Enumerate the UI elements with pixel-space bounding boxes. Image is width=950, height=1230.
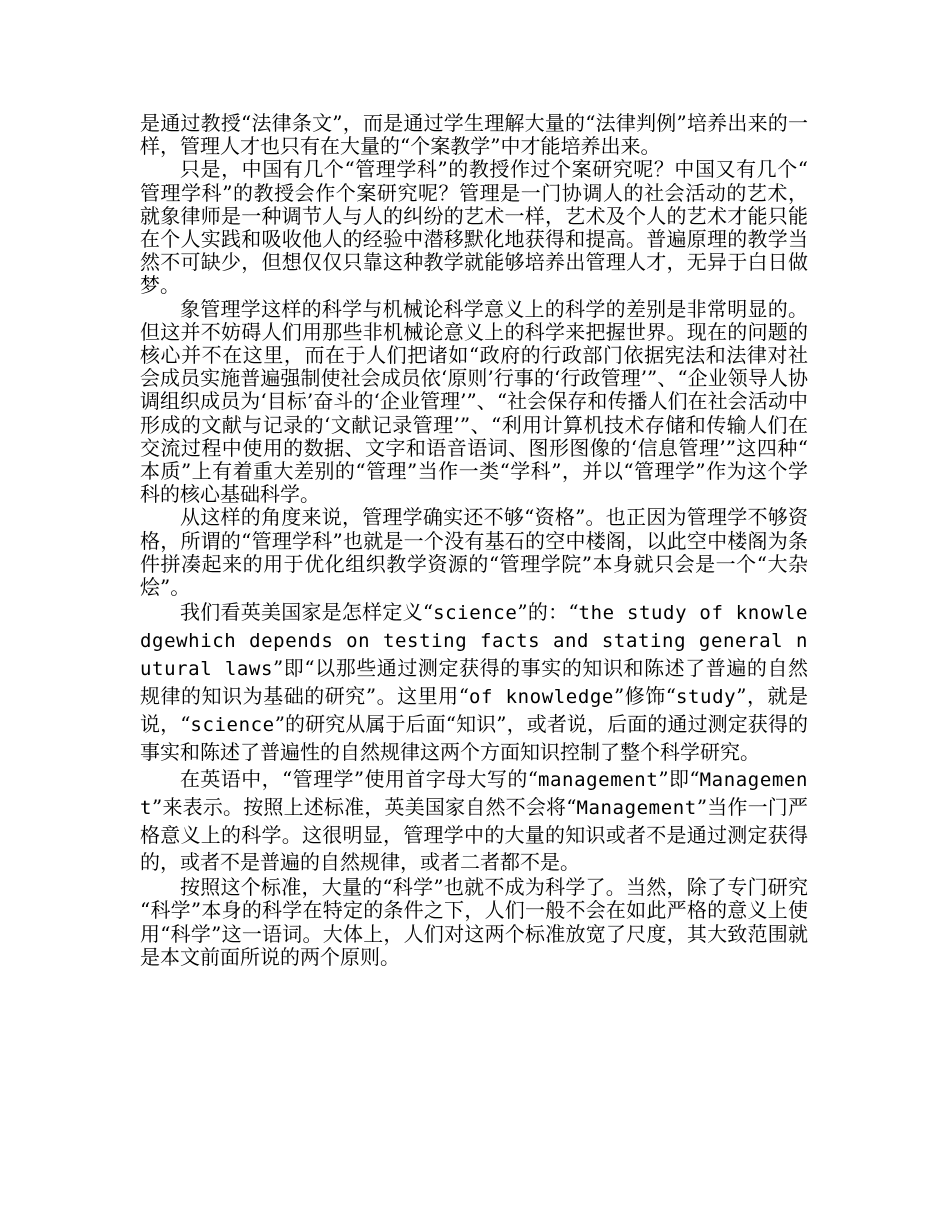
- text-segment: ”来表示。按照上述标准，英美国家自然不会将“: [152, 795, 577, 820]
- text-segment: ”当作一门严格意义上的科学。这很明显，管理学中的大量的知识或者不是通过测定获得的，或者不是普遍的自然规律，或者二者都不是。: [140, 795, 808, 875]
- paragraph-2: 只是，中国有几个“管理学科”的教授作过个案研究呢？中国又有几个“管理学科”的教授会作个案研究呢？管理是一门协调人的社会活动的艺术，就象律师是一种调节人与人的纠纷的艺术一样，艺术及个人的艺术才能只能在个人实践和吸收他人的经验中潜移默化地获得和提高。普遍原理的教学当然不可缺少，但想仅仅只靠这种教学就能够培养出管理人才，无异于白日做梦。: [140, 157, 808, 298]
- paragraph-6: [140, 766, 808, 876]
- english-term: science: [433, 602, 518, 625]
- text-segment: 我们看英美国家是怎样定义“: [180, 600, 434, 625]
- text-segment: 在英语中，“管理学”使用首字母大写的“: [180, 767, 538, 792]
- english-term: Management: [576, 797, 697, 820]
- paragraph-1: 是通过教授“法律条文”，而是通过学生理解大量的“法律判例”培养出来的一样，管理人才也只有在大量的“个案教学”中才能培养出来。: [140, 111, 808, 159]
- text-segment: ”的：“: [517, 600, 579, 625]
- paragraph-5: [140, 599, 808, 766]
- text-segment: ”即“: [658, 767, 700, 792]
- paragraph-4: 从这样的角度来说，管理学确实还不够“资格”。也正因为管理学不够资格，所谓的“管理学科”也就是一个没有基石的空中楼阁，以此空中楼阁为条件拼凑起来的用于优化组织教学资源的“管理学院”本身就只会是一个“大杂烩”。: [140, 505, 808, 600]
- document-page: [140, 112, 808, 969]
- english-definition: the study of knowledgewhich depends on testing facts and stating general nutural laws: [140, 602, 809, 681]
- paragraph-7: 按照这个标准，大量的“科学”也就不成为科学了。当然，除了专门研究“科学”本身的科学在特定的条件之下，人们一般不会在如此严格的意义上使用“科学”这一语词。大体上，人们对这两个标准放宽了尺度，其大致范围就是本文前面所说的两个原则。: [140, 875, 808, 969]
- text-segment: ”的研究从属于后面“知识”，或者说，后面的通过测定获得的事实和陈述了普遍性的自然规律这两个方面知识控制了整个科学研究。: [140, 712, 808, 765]
- english-term: of knowledge: [468, 686, 614, 709]
- paragraph-3: 象管理学这样的科学与机械论科学意义上的科学的差别是非常明显的。但这并不妨碍人们用那些非机械论意义上的科学来把握世界。现在的问题的核心并不在这里，而在于人们把诸如“政府的行政部门依据宪法和法律对社会成员实施普遍强制使社会成员依‘原则’行事的‘行政管理’”、“企业领导人协调组织成员为‘目标’奋斗的‘企业管理’”、“社会保存和传播人们在社会活动中形成的文献与记录的‘文献记录管理’”、“利用计算机技术存储和传输人们在交流过程中使用的数据、文字和语音语词、图形图像的‘信息管理’”这四种“本质”上有着重大差别的“管理”当作一类“学科”，并以“管理学”作为这个学科的核心基础科学。: [140, 296, 808, 507]
- text-segment: ”修饰“: [613, 684, 676, 709]
- english-term: study: [675, 686, 737, 709]
- text-segment: ”即“以那些通过测定获得的事实的知识和陈述了普遍的自然规律的知识为基础的研究”。这里用“: [140, 656, 808, 709]
- text-segment: ”，就是说，“: [140, 684, 809, 737]
- english-term: management: [537, 769, 659, 792]
- english-term: Management: [140, 769, 808, 820]
- english-term: science: [190, 714, 275, 737]
